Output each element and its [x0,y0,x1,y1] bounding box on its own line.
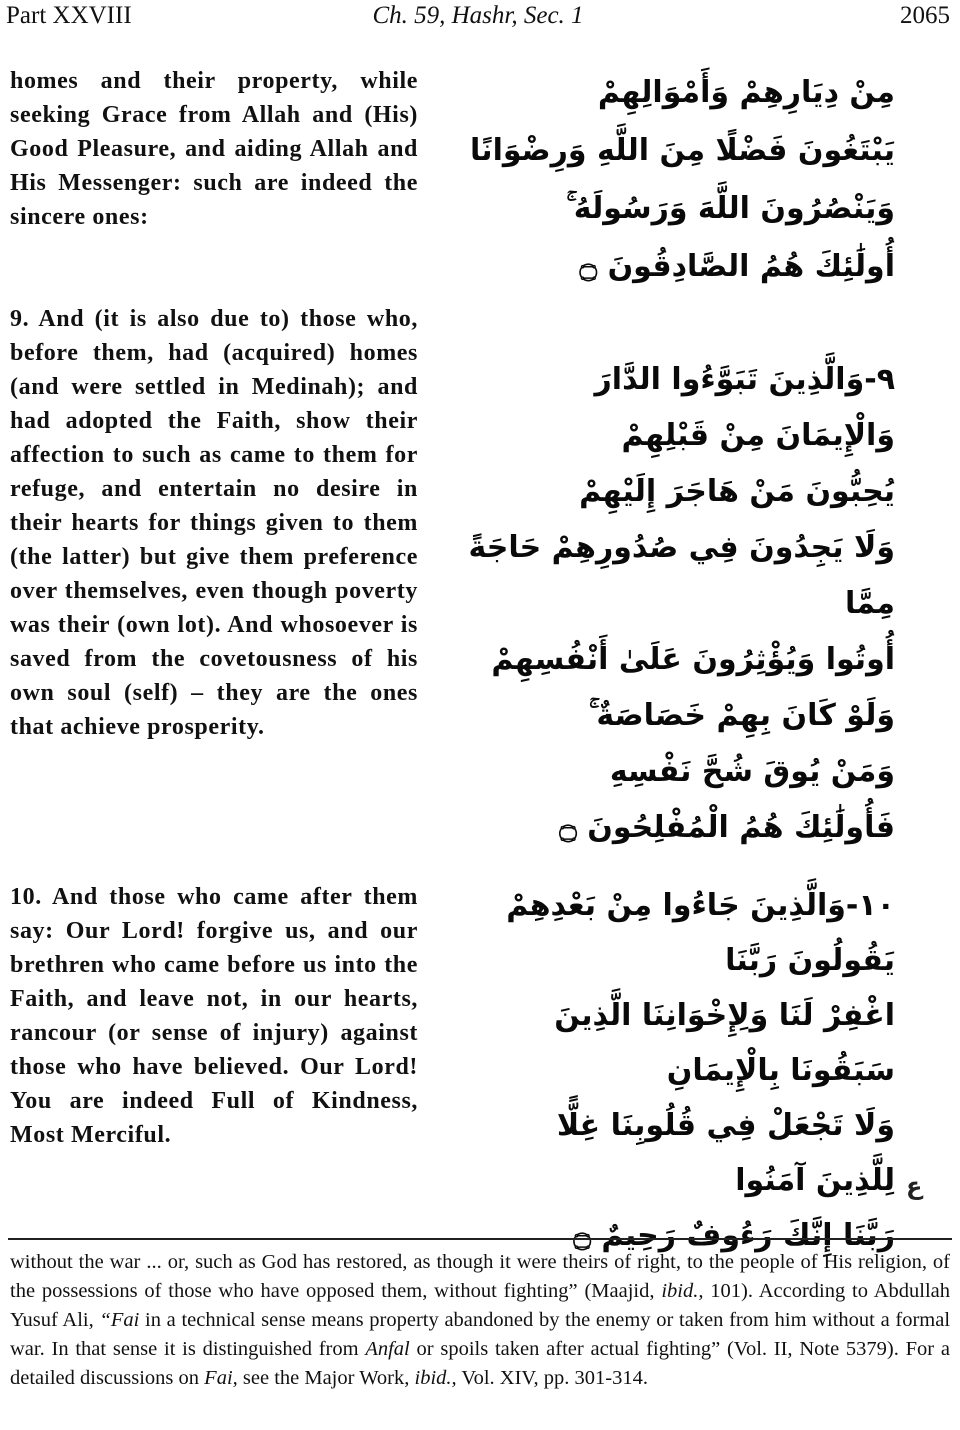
arabic-line: وَيَنْصُرُونَ اللَّهَ وَرَسُولَهُ ۚ [566,191,895,226]
arabic-line: وَلَا يَجِدُونَ فِي صُدُورِهِمْ حَاجَةً مِمَّا [468,530,895,621]
part-label: Part XXVIII [6,2,132,29]
verse-8-arabic [455,64,895,296]
verse-9-arabic [455,352,895,856]
arabic-line: يَبْتَغُونَ فَضْلًا مِنَ اللَّهِ وَرِضْوَانًا [470,133,895,168]
footnote-text: or spoils taken after actual fighting” (Vol. II, Note 5379). For a detailed discussions on [10,1338,950,1389]
arabic-line: مِنْ دِيَارِهِمْ وَأَمْوَالِهِمْ [597,75,895,110]
verse-10-arabic [455,878,895,1263]
arabic-line: وَالْإِيمَانَ مِنْ قَبْلِهِمْ [621,418,895,453]
footnote-text: Vol. XIV, pp. 301-314. [456,1367,649,1389]
footnote-divider [8,1238,952,1240]
arabic-line: وَلَوْ كَانَ بِهِمْ خَصَاصَةٌ ۚ [588,698,895,733]
arabic-line: اغْفِرْ لَنَا وَلِإِخْوَانِنَا الَّذِينَ سَبَقُونَا بِالْإِيمَانِ [554,998,895,1088]
arabic-line: فَأُولَٰئِكَ هُمُ الْمُفْلِحُونَ ۝ [559,810,895,845]
arabic-line: أُوتُوا وَيُؤْثِرُونَ عَلَىٰ أَنْفُسِهِمْ [491,642,895,677]
footnote-text: without the war ... or, such as God has restored, as though it were theirs of right, to the people of His religion, of the possessions of those who have opposed them, without fighting” (Maajid, [10,1251,950,1302]
footnote-italic: Fai, [204,1367,238,1389]
page-number: 2065 [900,2,950,29]
verse-9-translation: 9. And (it is also due to) those who, before them, had (acquired) homes (and were settled in Medinah); and had adopted the Faith, show their affection to such as came to them for refuge, and entertain no desire in their hearts for things given to them (the latter) but give them preference over themselves, even though poverty was their (own lot). And whosoever is saved from the covetousness of his own soul (self) – they are the ones that achieve prosperity. [10,306,418,740]
arabic-line: يُحِبُّونَ مَنْ هَاجَرَ إِلَيْهِمْ [579,474,895,509]
verse-10-translation: 10. And those who came after them say: Our Lord! forgive us, and our brethren who came before us into the Faith, and leave not, in our hearts, rancour (or sense of injury) against those who have believed. Our Lord! You are indeed Full of Kindness, Most Merciful. [10,884,418,1148]
footnote-text: 101). According to Abdullah Yusuf Ali, [10,1280,950,1331]
ruku-mark: ع [906,1172,923,1200]
arabic-line: يَقُولُونَ رَبَّنَا [725,943,895,978]
arabic-line: ٩-وَالَّذِينَ تَبَوَّءُوا الدَّارَ [594,362,895,397]
arabic-line: لِلَّذِينَ آمَنُوا [735,1163,895,1198]
arabic-line: رَبَّنَا إِنَّكَ رَءُوفٌ رَحِيمٌ ۝ [573,1218,895,1253]
page-header [6,2,950,38]
footnote-italic: ibid., [661,1280,704,1302]
arabic-line: أُولَٰئِكَ هُمُ الصَّادِقُونَ ۝ [579,249,895,284]
footnote-italic: ibid., [414,1367,457,1389]
footnote-text: in a technical sense means property abandoned by the enemy or taken from him without a formal war. In that sense it is distinguished from [10,1309,951,1360]
verse-8-translation: homes and their property, while seeking Grace from Allah and (His) Good Pleasure, and aiding Allah and His Messenger: such are indeed the sincere ones: [10,68,418,230]
arabic-line: ١٠-وَالَّذِينَ جَاءُوا مِنْ بَعْدِهِمْ [506,888,895,923]
arabic-line: وَلَا تَجْعَلْ فِي قُلُوبِنَا غِلًّا [556,1108,895,1143]
chapter-title: Ch. 59, Hashr, Sec. 1 [372,2,584,29]
footnote-italic: Anfal [365,1338,410,1360]
footnote-text: see the Major Work, [237,1367,415,1389]
footnote-italic: “Fai [99,1309,140,1331]
arabic-line: وَمَنْ يُوقَ شُحَّ نَفْسِهِ [609,754,895,789]
footnote [10,1248,950,1393]
